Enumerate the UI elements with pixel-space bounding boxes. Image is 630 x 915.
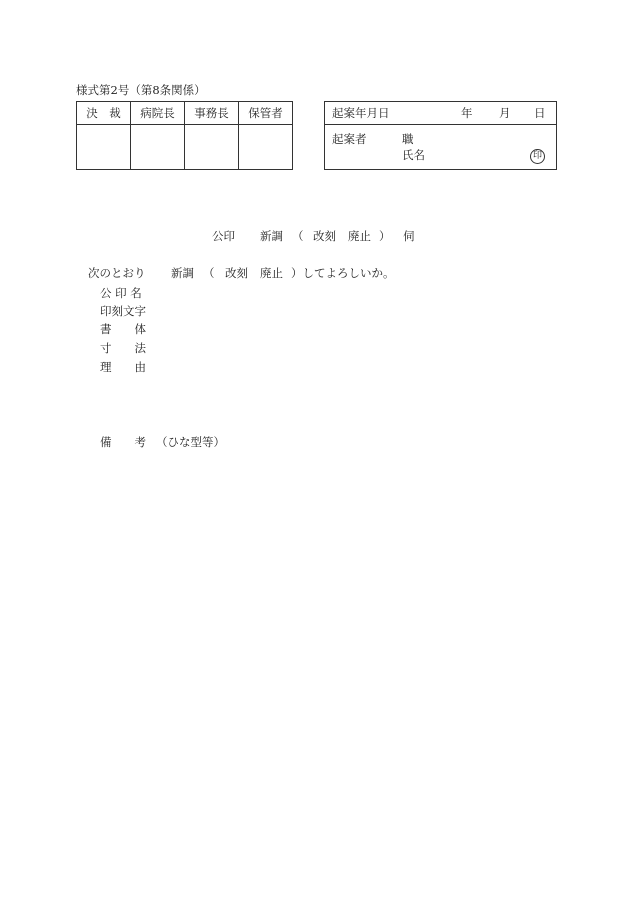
approval-header-admin-director: 事務長 xyxy=(185,102,239,125)
drafter-divider xyxy=(325,124,556,125)
field-seal-name: 公 印 名 xyxy=(100,286,142,300)
approval-header-custodian: 保管者 xyxy=(239,102,293,125)
request-change: 改刻 xyxy=(225,266,248,280)
title-new: 新調 xyxy=(260,229,283,243)
approval-header-hospital-director: 病院長 xyxy=(131,102,185,125)
draft-date-label: 起案年月日 xyxy=(332,106,390,120)
field-reason: 理 由 xyxy=(100,360,146,374)
title-inquiry: 伺 xyxy=(403,229,415,243)
draft-year-label: 年 xyxy=(461,106,473,120)
request-abolish: 廃止 xyxy=(260,266,283,280)
title-change: 改刻 xyxy=(313,229,336,243)
drafter-label: 起案者 xyxy=(332,132,367,146)
seal-mark-icon: 印 xyxy=(530,149,545,164)
approval-stamp-hospital-director[interactable] xyxy=(131,125,185,170)
field-typeface: 書 体 xyxy=(100,322,146,336)
remarks-label: 備 考 xyxy=(100,435,146,449)
approval-header-decision: 決 裁 xyxy=(77,102,131,125)
draft-day-label: 日 xyxy=(534,106,546,120)
name-label: 氏名 xyxy=(402,148,425,162)
field-dimensions: 寸 法 xyxy=(100,341,146,355)
approval-table xyxy=(76,101,293,170)
request-tail: ）してよろしいか。 xyxy=(291,266,395,280)
drafter-box xyxy=(324,101,557,170)
request-new: 新調 xyxy=(171,266,194,280)
title-open-paren: （ xyxy=(292,229,304,243)
post-label: 職 xyxy=(402,132,414,146)
field-engraved-text: 印刻文字 xyxy=(100,304,146,318)
draft-month-label: 月 xyxy=(499,106,511,120)
request-open-paren: （ xyxy=(203,266,215,280)
request-lead: 次のとおり xyxy=(88,266,146,280)
title-close-paren: ） xyxy=(379,229,391,243)
title-seal-word: 公印 xyxy=(212,229,235,243)
remarks-note: （ひな型等） xyxy=(156,435,225,449)
approval-stamp-decision[interactable] xyxy=(77,125,131,170)
form-reference: 様式第2号（第8条関係） xyxy=(76,83,206,97)
title-abolish: 廃止 xyxy=(348,229,371,243)
approval-stamp-admin-director[interactable] xyxy=(185,125,239,170)
approval-stamp-custodian[interactable] xyxy=(239,125,293,170)
